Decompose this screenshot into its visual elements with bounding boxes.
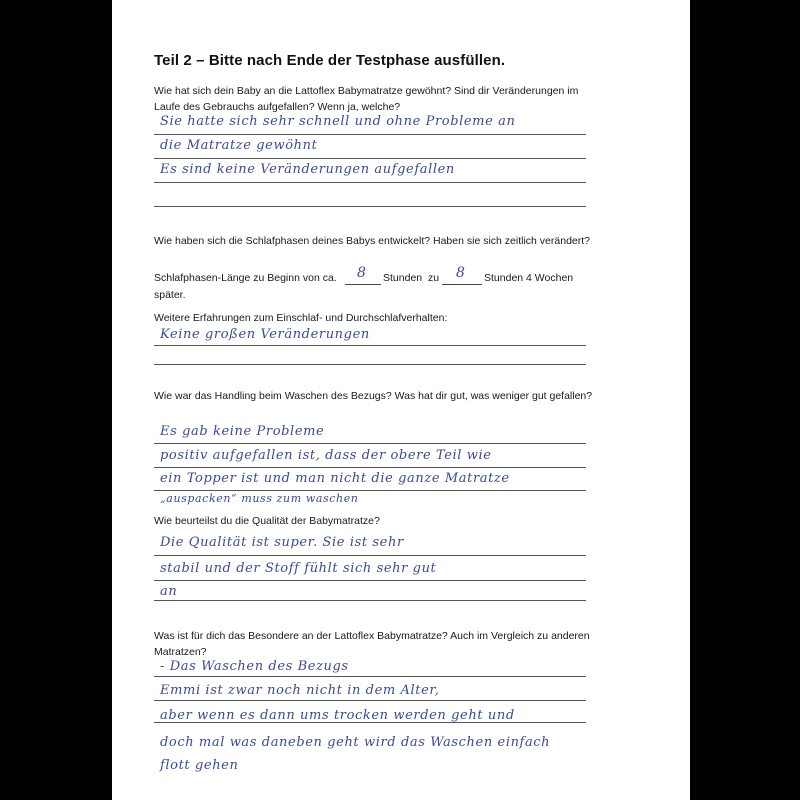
answer-line [154,700,586,701]
answer-3-line-1: Es gab keine Probleme [160,424,325,439]
hours-label-1: Stunden [383,272,423,284]
answer-line [154,134,586,135]
answer-line [154,490,586,491]
question-3: Wie war das Handling beim Waschen des Bezugs? Was hat dir gut, was weniger gut gefallen? [154,390,593,402]
answer-5-line-4: doch mal was daneben geht wird das Waschen einfach [160,735,551,750]
more-experiences-question: Weitere Erfahrungen zum Einschlaf- und Durchschlafverhalten: [154,312,448,324]
answer-5-line-3: aber wenn es dann ums trocken werden geht und [160,708,515,723]
answer-3-line-3: ein Topper ist und man nicht die ganze Matratze [160,471,510,486]
answer-1-line-3: Es sind keine Veränderungen aufgefallen [160,162,455,177]
more-experiences-answer: Keine großen Veränderungen [160,327,370,342]
questionnaire-page [112,0,690,800]
later-label: später. [154,289,186,301]
question-5: Was ist für dich das Besondere an der Lattoflex Babymatratze? Auch im Vergleich zu anderen Matratzen? [154,630,590,658]
answer-line [154,345,586,346]
answer-line [154,182,586,183]
answer-line [154,676,586,677]
answer-line [154,364,586,365]
answer-line [154,158,586,159]
question-2: Wie haben sich die Schlafphasen deines Babys entwickelt? Haben sie sich zeitlich verändert? [154,235,590,247]
answer-1-line-1: Sie hatte sich sehr schnell und ohne Probleme an [160,114,516,129]
answer-3-line-4: „auspacken“ muss zum waschen [160,492,359,505]
answer-4-line-1: Die Qualität ist super. Sie ist sehr [160,535,404,550]
answer-line [154,600,586,601]
question-4: Wie beurteilst du die Qualität der Babymatratze? [154,515,380,527]
to-label: zu [428,272,440,284]
page-heading: Teil 2 – Bitte nach Ende der Testphase ausfüllen. [154,52,506,69]
end-hours-value: 8 [456,265,465,281]
answer-line [154,206,586,207]
question-1: Wie hat sich dein Baby an die Lattoflex Babymatratze gewöhnt? Sind dir Veränderungen im Laufe des Gebrauchs aufgefallen? Wenn ja, welche? [154,85,579,113]
start-hours-value: 8 [357,265,366,281]
answer-1-line-2: die Matratze gewöhnt [160,138,318,153]
sleep-length-prefix: Schlafphasen-Länge zu Beginn von ca. [154,272,337,284]
answer-line [154,467,586,468]
answer-line [154,555,586,556]
answer-4-line-3: an [160,584,178,599]
answer-4-line-2: stabil und der Stoff fühlt sich sehr gut [160,561,437,576]
answer-5-line-1: - Das Waschen des Bezugs [160,659,349,674]
answer-5-line-2: Emmi ist zwar noch nicht in dem Alter, [160,683,440,698]
answer-3-line-2: positiv aufgefallen ist, dass der obere Teil wie [160,448,492,463]
hours-label-2: Stunden 4 Wochen [484,272,574,284]
answer-line [154,722,586,723]
answer-line [154,580,586,581]
answer-line [154,443,586,444]
answer-5-line-5: flott gehen [160,758,239,773]
